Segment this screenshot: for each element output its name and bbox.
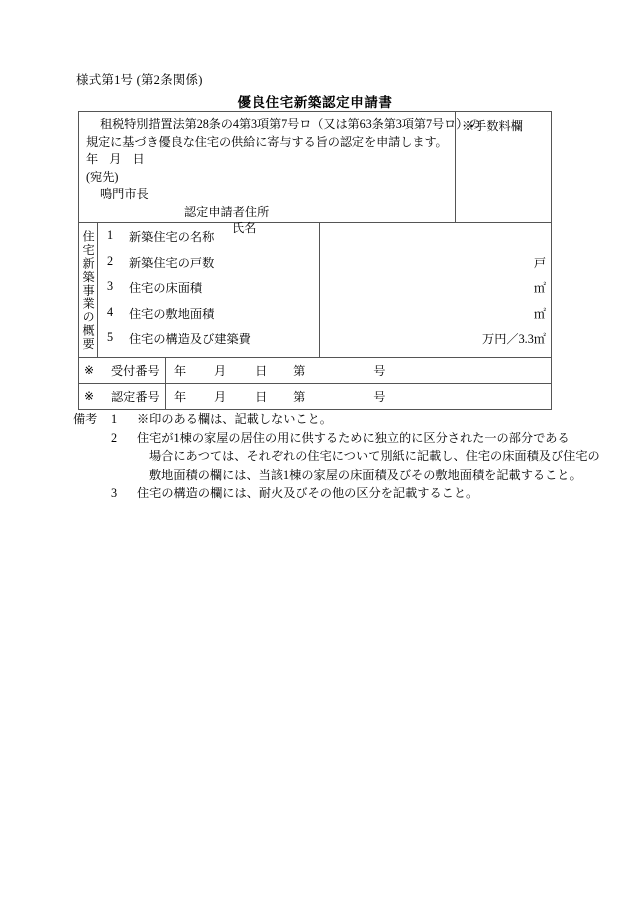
- summary-band: [79, 223, 551, 358]
- receipt-number-row: [79, 358, 551, 384]
- item-number: 4: [107, 304, 114, 319]
- item-number: 1: [107, 228, 114, 242]
- value-field[interactable]: 戸: [533, 255, 546, 270]
- remarks-text: 住宅が1棟の家屋の居住の用に供するために独立的に区分された一の部分である: [137, 430, 570, 445]
- item-number: 2: [107, 253, 114, 268]
- receipt-month-field[interactable]: 月: [214, 364, 227, 378]
- remarks-section: [73, 410, 600, 503]
- addressee-label: (宛先): [86, 169, 119, 184]
- certification-year-field[interactable]: 年: [174, 390, 187, 404]
- summary-vertical-label: [79, 223, 98, 357]
- remarks-number: 1: [111, 412, 118, 426]
- item-label: 新築住宅の戸数: [129, 255, 215, 270]
- certification-number-label: 認定番号: [111, 390, 160, 404]
- official-use-mark-icon: ※: [84, 389, 95, 403]
- applicant-address-label[interactable]: 認定申請者住所: [184, 204, 270, 219]
- certification-day-field[interactable]: 日: [255, 390, 268, 404]
- official-use-mark-icon: ※: [84, 363, 95, 377]
- remarks-item-2: [73, 429, 583, 448]
- statement-line-2: 規定に基づき優良な住宅の供給に寄与する旨の認定を申請します。: [86, 134, 448, 149]
- applicant-name-label[interactable]: 氏名: [232, 220, 257, 235]
- item-number: 3: [107, 279, 114, 293]
- receipt-dai-field[interactable]: 第: [293, 364, 306, 378]
- value-field[interactable]: ㎡: [533, 306, 546, 321]
- receipt-year-field[interactable]: 年: [174, 364, 187, 378]
- receipt-number-fields[interactable]: [166, 362, 551, 379]
- remarks-number: 2: [111, 430, 118, 445]
- item-label: 住宅の床面積: [129, 281, 203, 295]
- value-field[interactable]: 万円／3.3㎡: [482, 332, 546, 346]
- receipt-day-field[interactable]: 日: [255, 364, 268, 378]
- item-label: 住宅の構造及び建築費: [129, 332, 251, 346]
- item-number: 5: [107, 330, 114, 344]
- fee-column-label: ※手数料欄: [462, 119, 523, 133]
- list-item: [98, 254, 319, 280]
- remarks-item-3: [73, 484, 583, 503]
- summary-value-column[interactable]: [320, 223, 551, 357]
- remarks-number: 3: [111, 486, 118, 500]
- remarks-text: 場合にあつては、それぞれの住宅について別紙に記載し、住宅の床面積及び住宅の: [149, 449, 600, 463]
- remarks-text: ※印のある欄は、記載しないこと。: [137, 412, 332, 426]
- list-item: [98, 305, 319, 331]
- certification-gou-field[interactable]: 号: [373, 390, 386, 404]
- receipt-gou-field[interactable]: 号: [373, 364, 386, 378]
- remarks-item-1: [73, 410, 583, 429]
- list-item: [98, 330, 319, 356]
- date-line[interactable]: 年 月 日: [86, 152, 149, 166]
- header-band: [79, 112, 551, 235]
- remarks-text: 住宅の構造の欄には、耐火及びその他の区分を記載すること。: [137, 486, 479, 500]
- certification-dai-field[interactable]: 第: [293, 390, 306, 404]
- receipt-number-label-cell: [79, 358, 166, 383]
- summary-item-list: [98, 223, 320, 357]
- remarks-heading: 備考: [73, 412, 98, 426]
- certification-number-fields[interactable]: [166, 388, 551, 405]
- application-table: [78, 111, 552, 410]
- item-label: 新築住宅の名称: [129, 230, 215, 244]
- statement-cell: [79, 112, 481, 235]
- remarks-text: 敷地面積の欄には、当該1棟の家屋の床面積及びその敷地面積を記載すること。: [149, 467, 582, 482]
- addressee-name: 鳴門市長: [100, 187, 149, 201]
- form-number: 様式第1号 (第2条関係): [76, 73, 203, 87]
- list-item: [98, 279, 319, 305]
- summary-vertical-label-text: 住宅新築事業の概要: [81, 229, 96, 351]
- certification-number-row: [79, 384, 551, 409]
- document-title: 優良住宅新築認定申請書: [237, 95, 393, 110]
- certification-month-field[interactable]: 月: [214, 390, 227, 404]
- statement-line-1: 租税特別措置法第28条の4第3項第7号ロ（又は第63条第3項第7号ロ）の: [100, 117, 481, 131]
- item-label: 住宅の敷地面積: [129, 306, 215, 321]
- certification-number-label-cell: [79, 384, 166, 409]
- value-field[interactable]: ㎡: [533, 281, 546, 295]
- receipt-number-label: 受付番号: [111, 364, 160, 378]
